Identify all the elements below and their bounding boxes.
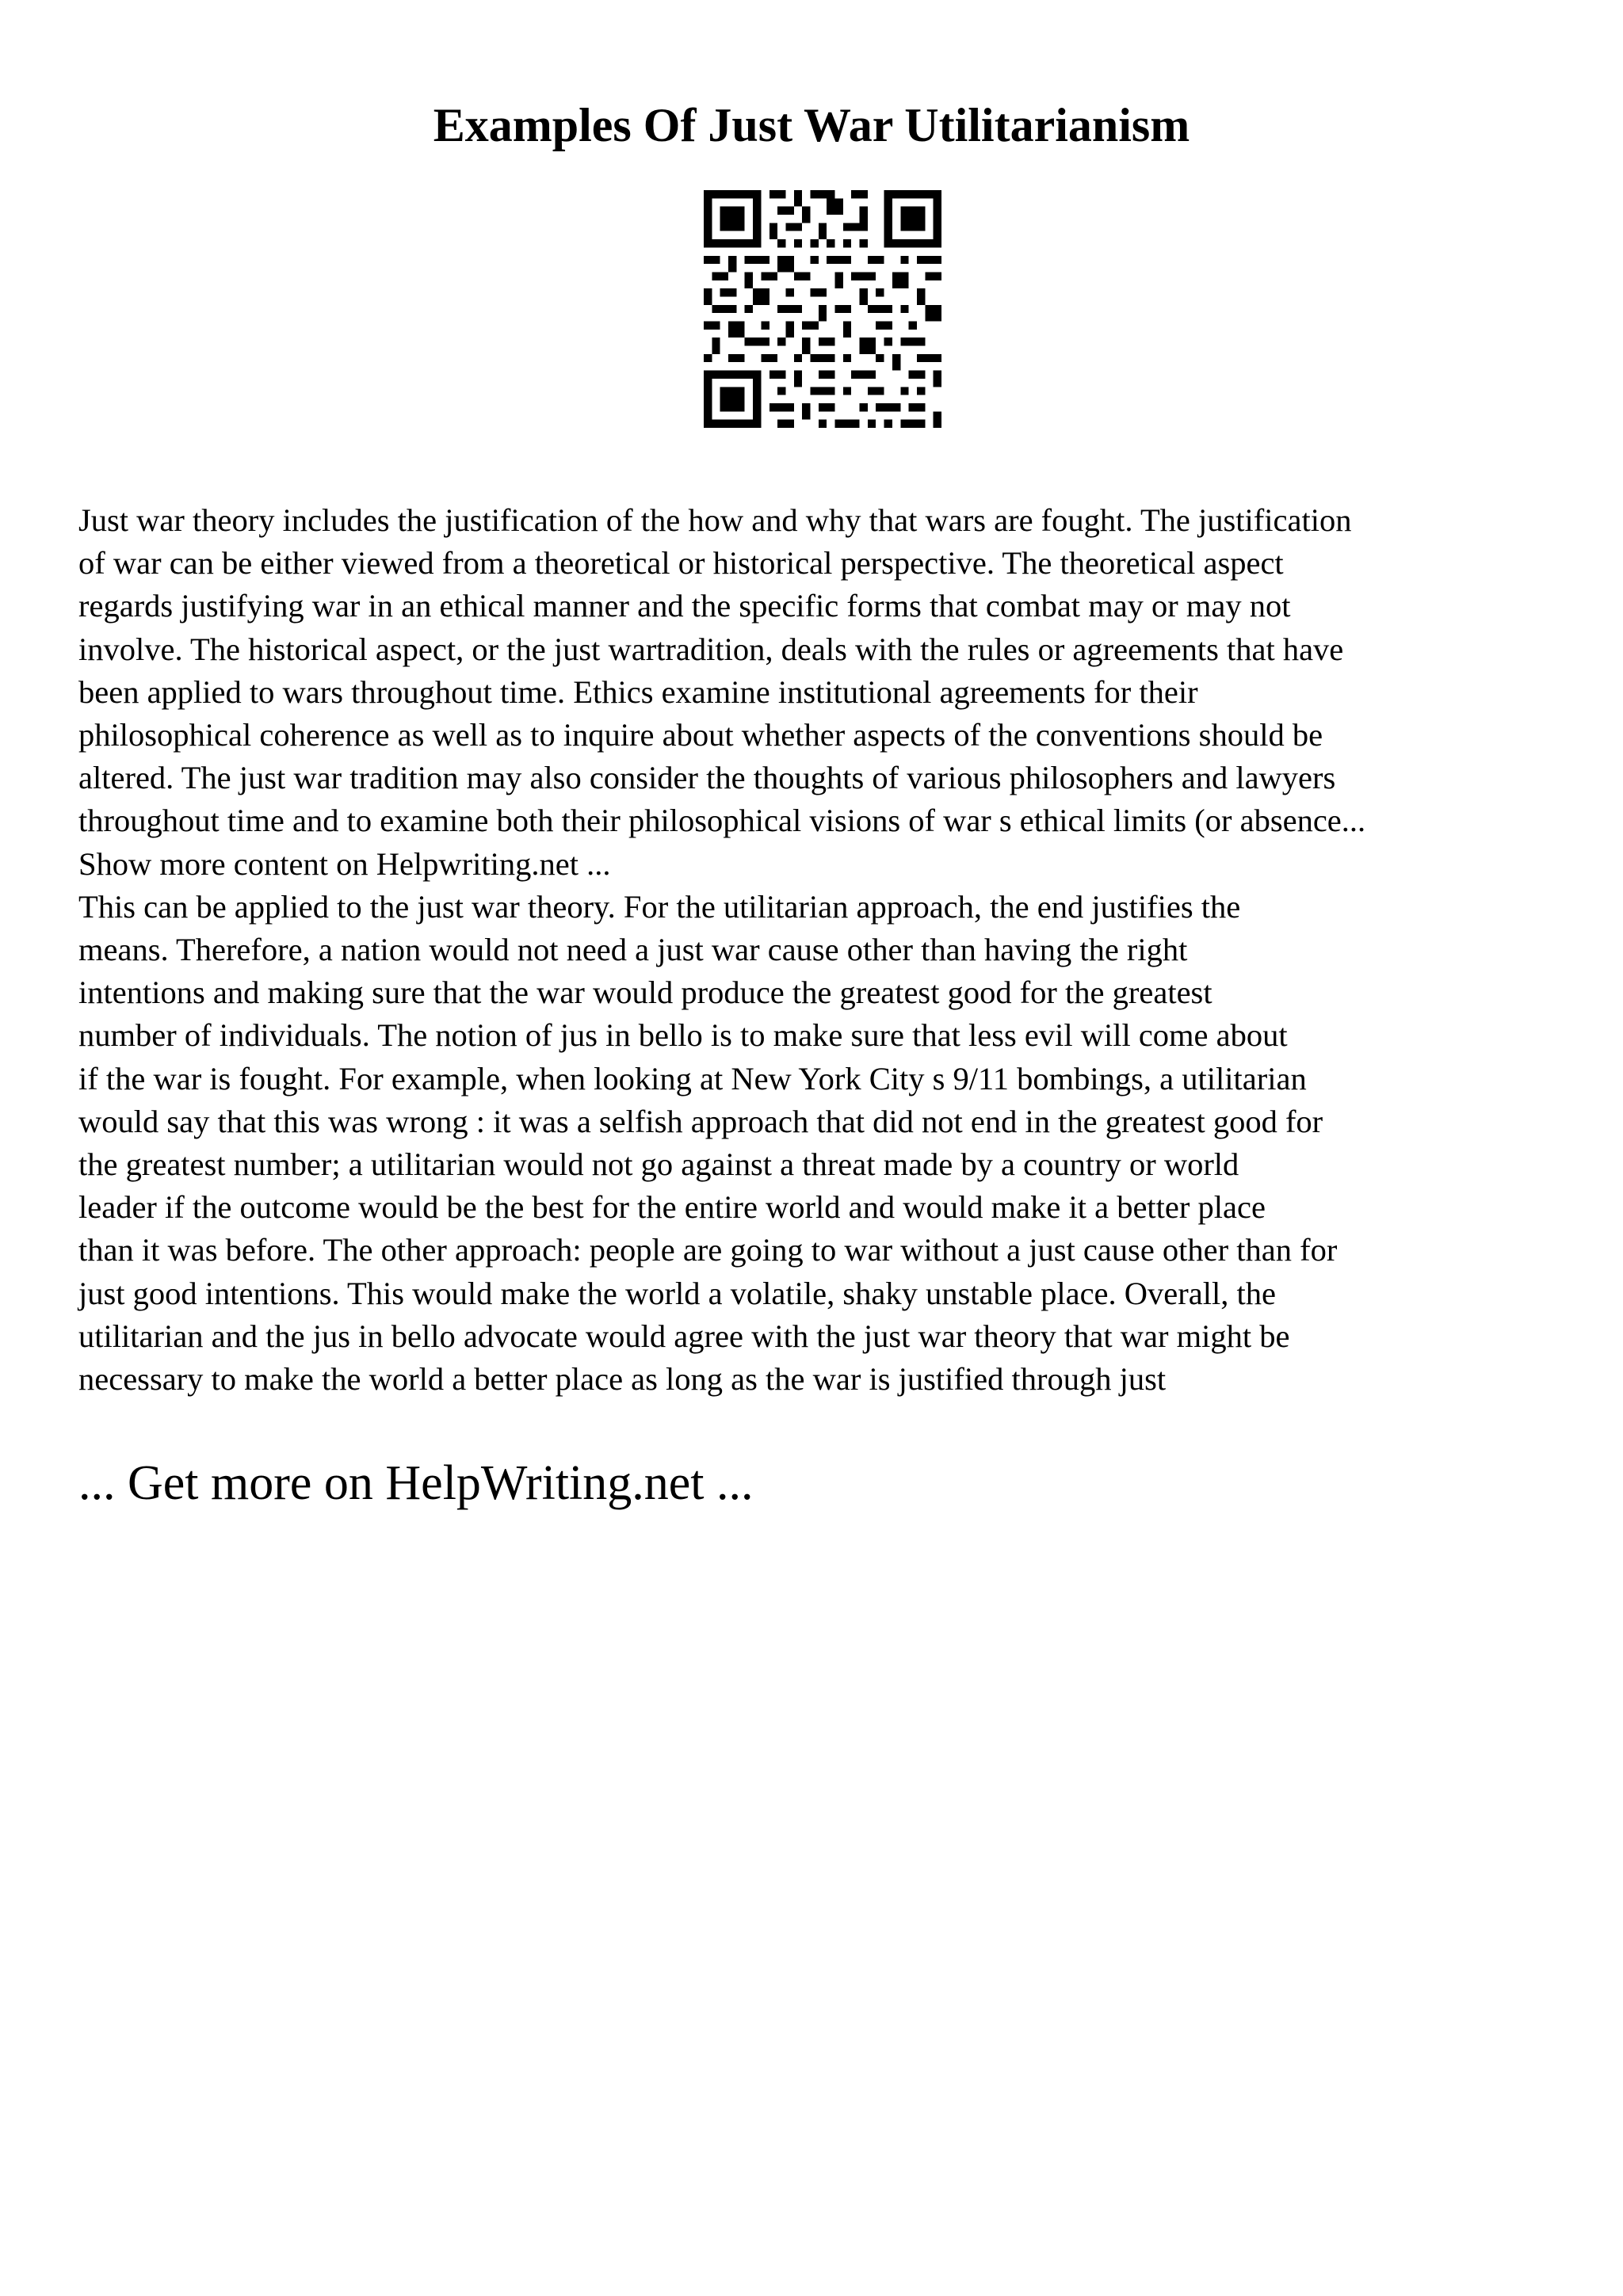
text-line: the greatest number; a utilitarian would not go against a threat made by a country or world <box>78 1146 1239 1183</box>
text-line: Just war theory includes the justification of the how and why that wars are fought. The justification <box>78 502 1352 538</box>
text-line: throughout time and to examine both their philosophical visions of war s ethical limits (or absence... <box>78 803 1366 839</box>
text-line: means. Therefore, a nation would not need a just war cause other than having the right <box>78 932 1188 968</box>
text-line: utilitarian and the jus in bello advocate would agree with the just war theory that war might be <box>78 1318 1290 1354</box>
article-body <box>78 499 1584 1401</box>
text-line: regards justifying war in an ethical manner and the specific forms that combat may or may not <box>78 588 1291 624</box>
text-line: involve. The historical aspect, or the just wartradition, deals with the rules or agreements that have <box>78 631 1344 667</box>
text-line: leader if the outcome would be the best for the entire world and would make it a better place <box>78 1189 1266 1226</box>
document-title: Examples Of Just War Utilitarianism <box>433 99 1190 151</box>
text-line: intentions and making sure that the war would produce the greatest good for the greatest <box>78 974 1212 1011</box>
text-line: would say that this was wrong : it was a selfish approach that did not end in the greatest good for <box>78 1103 1323 1139</box>
paragraph-utilitarian <box>78 886 1584 1401</box>
text-line: necessary to make the world a better place as long as the war is justified through just <box>78 1361 1167 1398</box>
text-line: This can be applied to the just war theory. For the utilitarian approach, the end justifies the <box>78 888 1241 925</box>
text-line: altered. The just war tradition may also consider the thoughts of various philosophers and lawyers <box>78 760 1336 796</box>
show-more-link[interactable]: Show more content on Helpwriting.net ... <box>78 845 611 882</box>
get-more-link[interactable]: ... Get more on HelpWriting.net ... <box>78 1456 754 1510</box>
qr-code-icon <box>704 190 941 428</box>
text-line: just good intentions. This would make the world a volatile, shaky unstable place. Overall, the <box>78 1275 1276 1311</box>
text-line: number of individuals. The notion of jus in bello is to make sure that less evil will come about <box>78 1017 1288 1054</box>
text-line: if the war is fought. For example, when looking at New York City s 9/11 bombings, a utilitarian <box>78 1060 1307 1097</box>
text-line: been applied to wars throughout time. Ethics examine institutional agreements for their <box>78 673 1198 710</box>
text-line: of war can be either viewed from a theoretical or historical perspective. The theoretical aspect <box>78 545 1284 582</box>
paragraph-intro <box>78 499 1584 886</box>
text-line: philosophical coherence as well as to inquire about whether aspects of the conventions should be <box>78 717 1323 753</box>
text-line: than it was before. The other approach: people are going to war without a just cause other than for <box>78 1232 1338 1268</box>
qr-code-graphic <box>704 190 941 428</box>
